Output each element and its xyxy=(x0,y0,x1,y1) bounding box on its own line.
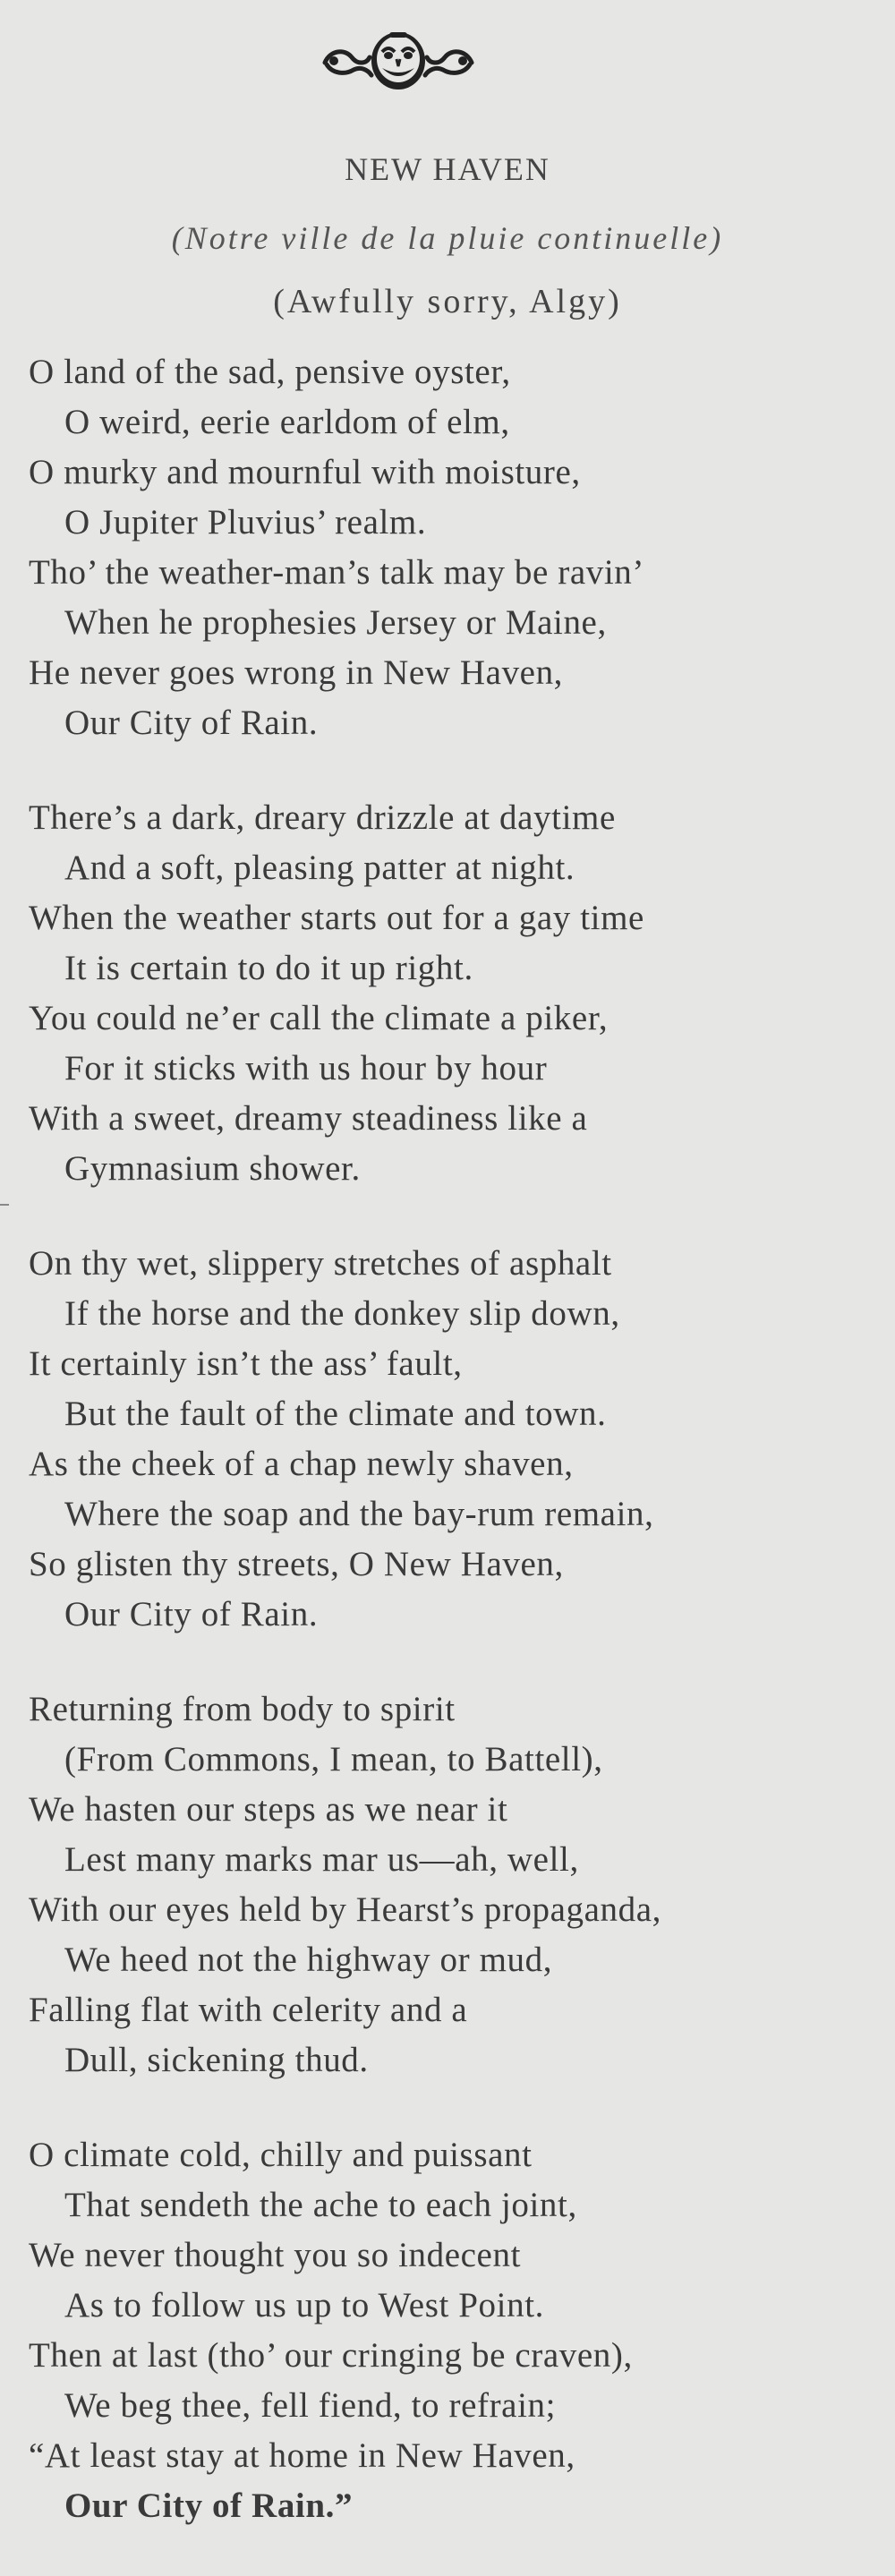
poem-line: We beg thee, fell fiend, to refrain; xyxy=(64,2386,557,2425)
poem-line: Our City of Rain. xyxy=(64,704,319,742)
poem-line: When the weather starts out for a gay time xyxy=(29,899,644,937)
stanza-3 xyxy=(29,1239,888,1640)
poem-line: For it sticks with us hour by hour xyxy=(64,1049,548,1088)
poem-line: Our City of Rain. xyxy=(64,1595,319,1633)
poem-subtitle: (Notre ville de la pluie continuelle) xyxy=(171,220,724,256)
poem-line: You could ne’er call the climate a piker, xyxy=(29,999,609,1037)
poem-line: We heed not the highway or mud, xyxy=(64,1941,553,1979)
stanza-2 xyxy=(29,793,888,1194)
poem-line: If the horse and the donkey slip down, xyxy=(64,1294,620,1333)
poem-line: And a soft, pleasing patter at night. xyxy=(64,849,575,887)
poem-line: As the cheek of a chap newly shaven, xyxy=(29,1445,574,1483)
poem-line: On thy wet, slippery stretches of asphalt xyxy=(29,1244,612,1283)
poem-line: Returning from body to spirit xyxy=(29,1690,456,1728)
poem-line: We never thought you so indecent xyxy=(29,2236,522,2274)
poem-dedication: (Awfully sorry, Algy) xyxy=(273,283,622,320)
poem-line: There’s a dark, dreary drizzle at daytime xyxy=(29,798,616,837)
poem-line: With a sweet, dreamy steadiness like a xyxy=(29,1099,588,1138)
poem-line: With our eyes held by Hearst’s propaganda, xyxy=(29,1890,662,1929)
poem-line: “At least stay at home in New Haven, xyxy=(29,2436,575,2475)
stanza-4 xyxy=(29,1685,888,2086)
poem-line: Then at last (tho’ our cringing be craven), xyxy=(29,2336,633,2375)
poem-line: O weird, eerie earldom of elm, xyxy=(64,403,510,441)
poem-line: That sendeth the ache to each joint, xyxy=(64,2186,577,2224)
stanza-5 xyxy=(29,2130,888,2531)
poem-line: So glisten thy streets, O New Haven, xyxy=(29,1545,564,1583)
poem-line: Our City of Rain.” xyxy=(64,2486,354,2525)
poem-line: (From Commons, I mean, to Battell), xyxy=(64,1740,603,1778)
poem-body xyxy=(29,347,888,2576)
poem-line: Dull, sickening thud. xyxy=(64,2041,369,2079)
stanza-1 xyxy=(29,347,888,748)
poem-line: But the fault of the climate and town. xyxy=(64,1395,607,1433)
poem-line: Tho’ the weather-man’s talk may be ravin’ xyxy=(29,553,644,592)
poem-line: It is certain to do it up right. xyxy=(64,949,473,987)
poem-title: NEW HAVEN xyxy=(345,151,550,187)
poem-line: It certainly isn’t the ass’ fault, xyxy=(29,1344,463,1383)
theater-mask-ornament-icon xyxy=(318,25,479,97)
poem-line: Gymnasium shower. xyxy=(64,1149,361,1188)
poem-line: Where the soap and the bay-rum remain, xyxy=(64,1495,654,1533)
poem-line: Falling flat with celerity and a xyxy=(29,1991,468,2029)
poem-line: O Jupiter Pluvius’ realm. xyxy=(64,503,427,542)
poem-line: Lest many marks mar us—ah, well, xyxy=(64,1840,579,1879)
poem-line: He never goes wrong in New Haven, xyxy=(29,653,564,692)
poem-line: O climate cold, chilly and puissant xyxy=(29,2136,533,2174)
poem-line: O land of the sad, pensive oyster, xyxy=(29,353,511,391)
poem-line: O murky and mournful with moisture, xyxy=(29,453,581,491)
margin-mark xyxy=(0,1204,9,1206)
poem-line: As to follow us up to West Point. xyxy=(64,2286,544,2324)
poem-line: We hasten our steps as we near it xyxy=(29,1790,508,1829)
poem-line: When he prophesies Jersey or Maine, xyxy=(64,603,607,642)
